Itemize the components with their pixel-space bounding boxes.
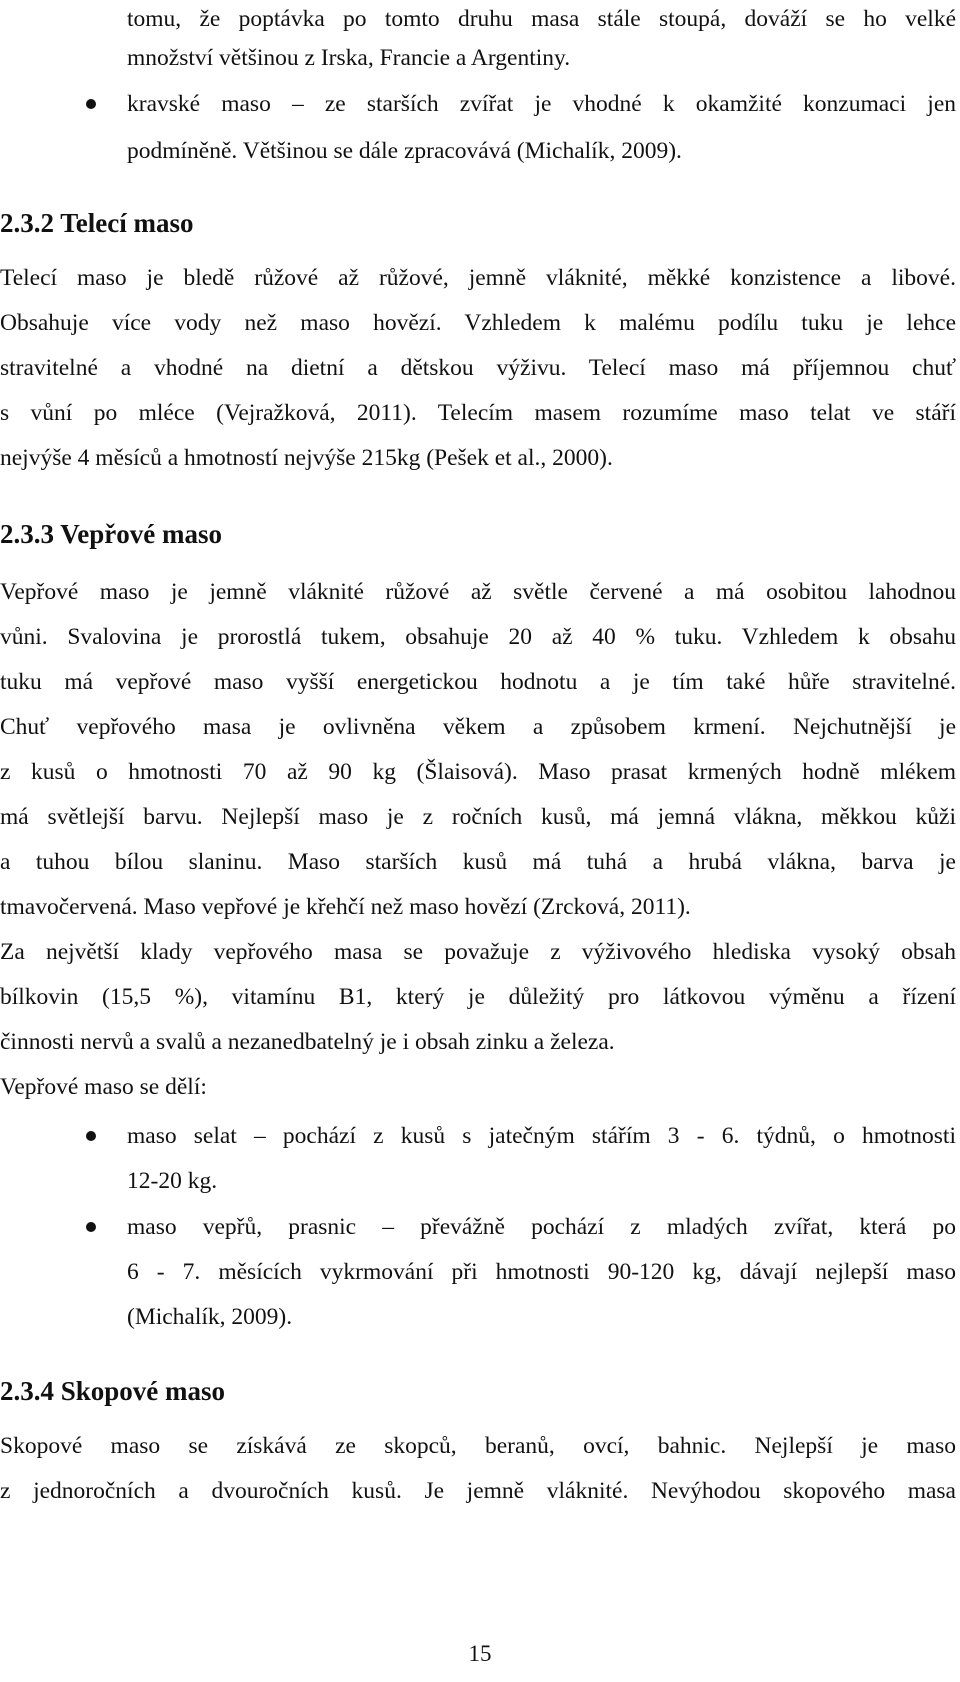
- paragraph-line: z jednoročních a dvouročních kusů. Je jemně vláknité. Nevýhodou skopového masa: [0, 1478, 956, 1504]
- section-heading-telecí: 2.3.2 Telecí maso: [0, 208, 194, 238]
- bullet-icon: [86, 99, 96, 109]
- section-heading-skopové: 2.3.4 Skopové maso: [0, 1376, 226, 1406]
- list-item-line: podmíněně. Většinou se dále zpracovává (Michalík, 2009).: [127, 138, 682, 164]
- page-number: 15: [468, 1641, 492, 1666]
- list-item-line: maso selat – pochází z kusů s jatečným stářím 3 - 6. týdnů, o hmotnosti: [127, 1123, 956, 1149]
- paragraph-line: má světlejší barvu. Nejlepší maso je z ročních kusů, má jemná vlákna, měkkou kůži: [0, 804, 956, 830]
- paragraph-line: z kusů o hmotnosti 70 až 90 kg (Šlaisová). Maso prasat krmených hodně mlékem: [0, 759, 956, 785]
- paragraph-line: Za největší klady vepřového masa se považuje z výživového hlediska vysoký obsah: [0, 939, 956, 965]
- paragraph-line: tuku má vepřové maso vyšší energetickou hodnotu a je tím také hůře stravitelné.: [0, 669, 956, 695]
- list-item-line: maso vepřů, prasnic – převážně pochází z mladých zvířat, která po: [127, 1214, 956, 1240]
- list-item-line: tomu, že poptávka po tomto druhu masa stále stoupá, dováží se ho velké: [127, 6, 956, 32]
- list-item-line: kravské maso – ze starších zvířat je vhodné k okamžité konzumaci jen: [127, 91, 956, 117]
- paragraph-line: Obsahuje více vody než maso hovězí. Vzhledem k malému podílu tuku je lehce: [0, 310, 956, 336]
- paragraph-line: s vůní po mléce (Vejražková, 2011). Telecím masem rozumíme maso telat ve stáří: [0, 400, 956, 426]
- paragraph-line: Telecí maso je bledě růžové až růžové, jemně vláknité, měkké konzistence a libové.: [0, 265, 956, 291]
- paragraph-line: činnosti nervů a svalů a nezanedbatelný je i obsah zinku a železa.: [0, 1029, 615, 1055]
- paragraph-line: stravitelné a vhodné na dietní a dětskou výživu. Telecí maso má příjemnou chuť: [0, 355, 956, 381]
- paragraph-line: bílkovin (15,5 %), vitamínu B1, který je důležitý pro látkovou výměnu a řízení: [0, 984, 956, 1010]
- bullet-icon: [86, 1131, 96, 1141]
- list-item-line: (Michalík, 2009).: [127, 1304, 293, 1330]
- paragraph-line: nejvýše 4 měsíců a hmotností nejvýše 215kg (Pešek et al., 2000).: [0, 445, 613, 471]
- section-heading-vepřové: 2.3.3 Vepřové maso: [0, 519, 222, 549]
- paragraph-line: Skopové maso se získává ze skopců, beranů, ovcí, bahnic. Nejlepší je maso: [0, 1433, 956, 1459]
- list-item-line: 6 - 7. měsících vykrmování při hmotnosti 90-120 kg, dávají nejlepší maso: [127, 1259, 956, 1285]
- bullet-icon: [86, 1222, 96, 1232]
- paragraph-line: vůni. Svalovina je prorostlá tukem, obsahuje 20 až 40 % tuku. Vzhledem k obsahu: [0, 624, 956, 650]
- list-item-line: množství většinou z Irska, Francie a Argentiny.: [127, 45, 571, 71]
- list-intro: Vepřové maso se dělí:: [0, 1074, 207, 1100]
- paragraph-line: tmavočervená. Maso vepřové je křehčí než maso hovězí (Zrcková, 2011).: [0, 894, 691, 920]
- paragraph-line: Vepřové maso je jemně vláknité růžové až světle červené a má osobitou lahodnou: [0, 579, 956, 605]
- list-item-line: 12-20 kg.: [127, 1168, 218, 1194]
- paragraph-line: Chuť vepřového masa je ovlivněna věkem a způsobem krmení. Nejchutnější je: [0, 714, 956, 740]
- paragraph-line: a tuhou bílou slaninu. Maso starších kusů má tuhá a hrubá vlákna, barva je: [0, 849, 956, 875]
